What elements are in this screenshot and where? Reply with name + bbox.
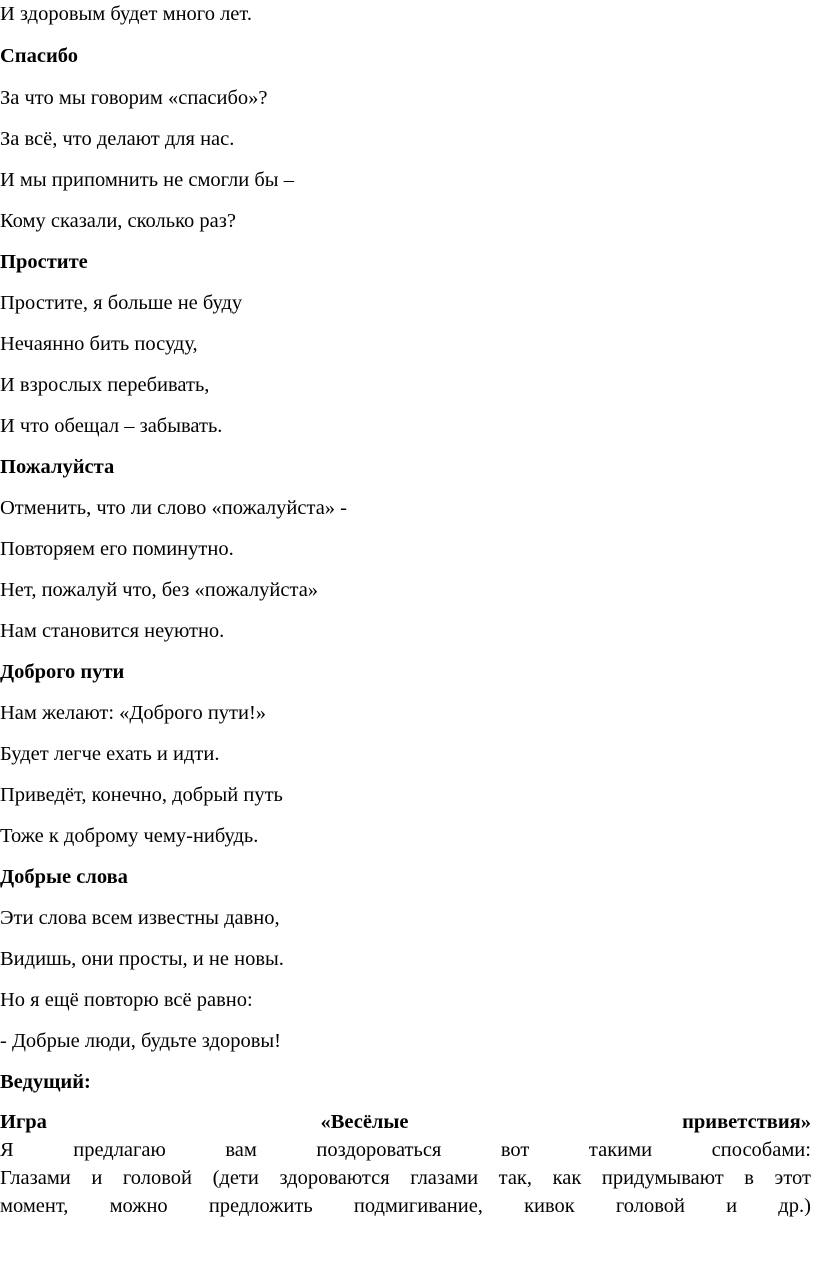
word: (дети xyxy=(212,1167,259,1189)
game-title-word: Игра xyxy=(0,1111,47,1133)
poem-line: Нечаянно бить посуду, xyxy=(0,333,198,355)
section-heading-dobrogo-puti: Доброго пути xyxy=(0,661,125,683)
game-title-word: приветствия» xyxy=(682,1111,811,1133)
poem-line: - Добрые люди, будьте здоровы! xyxy=(0,1030,281,1052)
word: кивок xyxy=(524,1195,575,1217)
poem-line: И мы припомнить не смогли бы – xyxy=(0,169,294,191)
word: Глазами xyxy=(0,1167,71,1189)
paragraph-line xyxy=(0,1194,811,1218)
word: в xyxy=(744,1167,754,1189)
word: предложить xyxy=(208,1195,313,1217)
word: Я xyxy=(0,1139,14,1161)
word: вам xyxy=(225,1139,257,1161)
poem-line: Простите, я больше не буду xyxy=(0,292,243,314)
word: как xyxy=(552,1167,582,1189)
word: этот xyxy=(774,1167,811,1189)
word: можно xyxy=(109,1195,168,1217)
game-title-word: «Весёлые xyxy=(320,1111,409,1133)
poem-line: За что мы говорим «спасибо»? xyxy=(0,87,268,109)
word: способами: xyxy=(711,1139,811,1161)
poem-line: И здоровым будет много лет. xyxy=(0,3,252,25)
poem-line: Тоже к доброму чему-нибудь. xyxy=(0,825,259,847)
poem-line: Нет, пожалуй что, без «пожалуйста» xyxy=(0,579,319,601)
poem-line: Отменить, что ли слово «пожалуйста» - xyxy=(0,497,347,519)
poem-line: Но я ещё повторю всё равно: xyxy=(0,989,253,1011)
word: головой xyxy=(615,1195,686,1217)
paragraph-line xyxy=(0,1138,811,1162)
word: придумывают xyxy=(601,1167,724,1189)
word: и xyxy=(726,1195,738,1217)
poem-line: Приведёт, конечно, добрый путь xyxy=(0,784,283,806)
poem-line: Видишь, они просты, и не новы. xyxy=(0,948,284,970)
word: такими xyxy=(588,1139,653,1161)
poem-line: Нам становится неуютно. xyxy=(0,620,225,642)
word: предлагаю xyxy=(73,1139,166,1161)
word: головой xyxy=(122,1167,193,1189)
section-heading-vedushchiy: Ведущий: xyxy=(0,1071,91,1093)
word: глазами xyxy=(410,1167,479,1189)
word: подмигивание, xyxy=(353,1195,483,1217)
poem-line: За всё, что делают для нас. xyxy=(0,128,235,150)
poem-line: Повторяем его поминутно. xyxy=(0,538,234,560)
word: и xyxy=(91,1167,103,1189)
word: вот xyxy=(500,1139,530,1161)
word: момент, xyxy=(0,1195,69,1217)
word: так, xyxy=(498,1167,533,1189)
poem-line: И взрослых перебивать, xyxy=(0,374,210,396)
poem-line: Будет легче ехать и идти. xyxy=(0,743,220,765)
section-heading-spasibo: Спасибо xyxy=(0,45,79,67)
section-heading-prostite: Простите xyxy=(0,251,88,273)
game-title xyxy=(0,1110,811,1134)
word: др.) xyxy=(778,1195,811,1217)
word: здороваются xyxy=(279,1167,390,1189)
word: поздороваться xyxy=(316,1139,442,1161)
paragraph-line xyxy=(0,1166,811,1190)
poem-line: И что обещал – забывать. xyxy=(0,415,223,437)
section-heading-dobrye-slova: Добрые слова xyxy=(0,866,128,888)
poem-line: Нам желают: «Доброго пути!» xyxy=(0,702,267,724)
poem-line: Эти слова всем известны давно, xyxy=(0,907,280,929)
poem-line: Кому сказали, сколько раз? xyxy=(0,210,236,232)
section-heading-pozhaluysta: Пожалуйста xyxy=(0,456,115,478)
